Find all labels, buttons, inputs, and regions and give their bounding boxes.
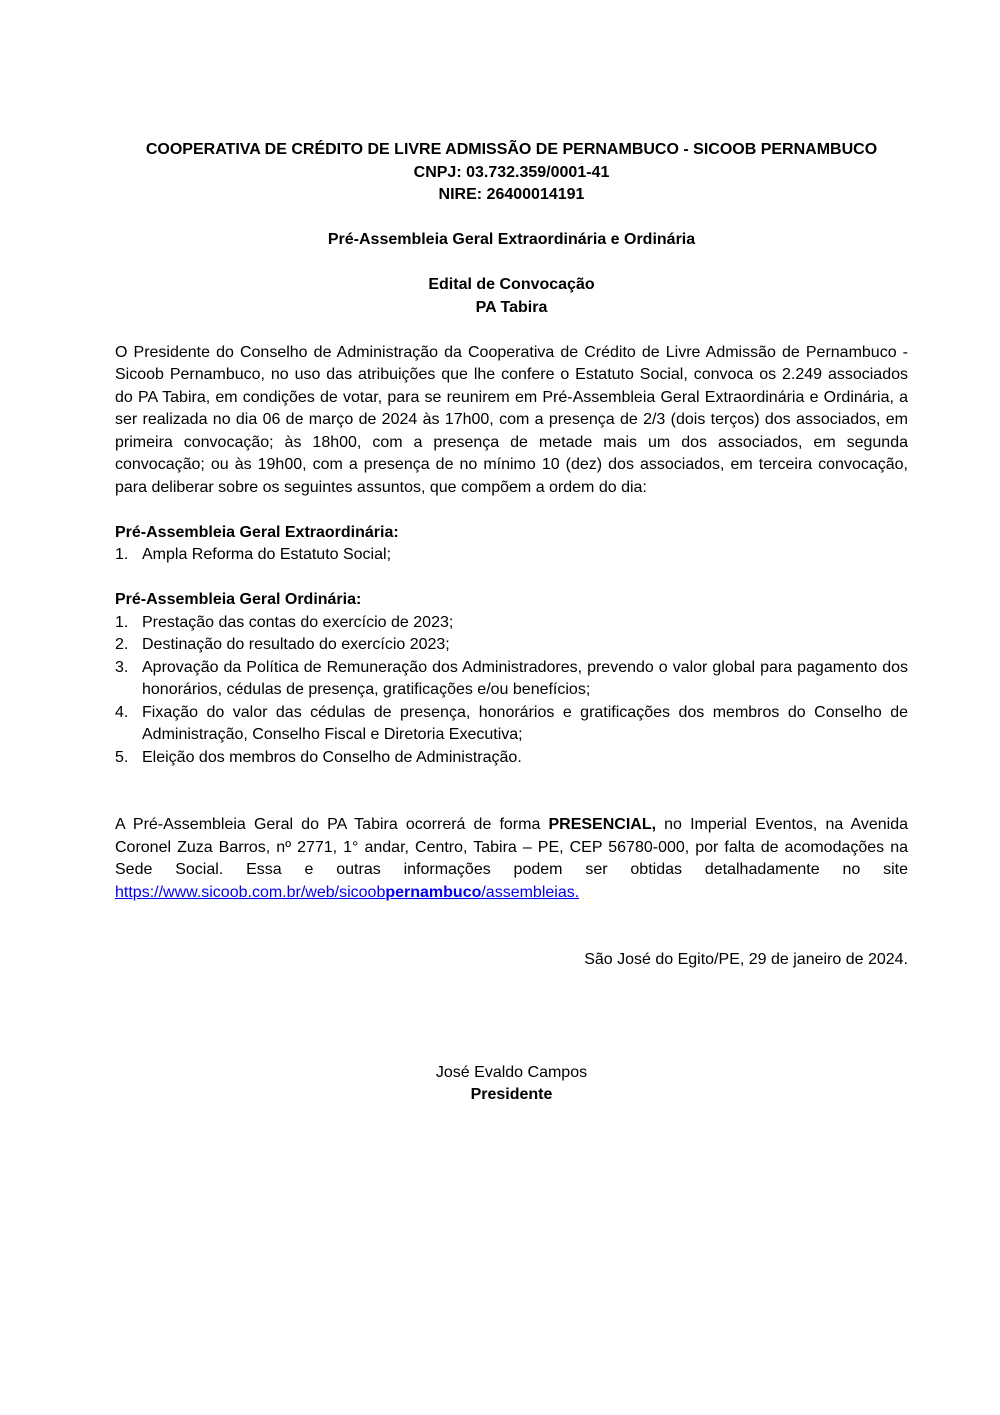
- edital-title: Edital de Convocação: [428, 276, 595, 293]
- link-prefix: https://www.sicoob.com.br/web/sicoob: [115, 883, 386, 901]
- list-item-number: 3.: [115, 658, 129, 676]
- intro-paragraph: O Presidente do Conselho de Administração da Cooperativa de Crédito de Livre Admissão de Pernambuco - Sicoob Pernambuco, no uso das atribuições que lhe confere o Estatuto Social, convoca os 2.249 associados do PA Tabira, em condições de votar, para se reunirem em Pré-Assembleia Geral Extraordinária e Ordinária, a ser realizada no dia 06 de março de 2024 às 17h00, com a presença de 2/3 (dois terços) dos associados, em primeira convocação; às 18h00, com a presença de metade mais um dos associados, em segunda convocação; ou às 19h00, com a presença de no mínimo 10 (dez) dos associados, em terceira convocação, para deliberar sobre os seguintes assuntos, que compõem a ordem do dia:: [115, 343, 908, 496]
- assembleias-link[interactable]: [115, 884, 579, 901]
- ordinaria-heading: Pré-Assembleia Geral Ordinária:: [115, 591, 362, 608]
- org-name: COOPERATIVA DE CRÉDITO DE LIVRE ADMISSÃO DE PERNAMBUCO - SICOOB PERNAMBUCO: [145, 141, 878, 158]
- extraordinaria-list: [115, 544, 908, 567]
- list-item-number: 1.: [115, 546, 129, 563]
- list-item-number: 1.: [115, 613, 129, 631]
- list-item: [115, 634, 908, 657]
- location-text-after-bold: no Imperial Eventos, na Avenida Coronel Zuza Barros, nº 2771, 1° andar, Centro, Tabira – PE, CEP 56780-000, por falta de acomodações na Sede Social. Essa e outras informações podem ser obtidas detalhadamente no site: [115, 816, 908, 878]
- list-item-text: Destinação do resultado do exercício 2023;: [142, 636, 450, 653]
- list-item-text: Aprovação da Política de Remuneração dos Administradores, prevendo o valor global para pagamento dos honorários, cédulas de presença, gratificações e/ou benefícios;: [142, 658, 908, 698]
- nire-line: NIRE: 26400014191: [438, 186, 585, 203]
- list-item-number: 5.: [115, 748, 129, 766]
- list-item: [115, 657, 908, 702]
- ordinaria-list: [115, 612, 908, 770]
- signature-block: [115, 1062, 908, 1107]
- location-text-before-bold: A Pré-Assembleia Geral do PA Tabira ocorrerá de forma: [115, 816, 549, 833]
- pa-title: PA Tabira: [475, 298, 548, 316]
- list-item-number: 2.: [115, 636, 129, 653]
- link-bold-segment: pernambuco: [385, 883, 482, 901]
- list-item-text: Ampla Reforma do Estatuto Social;: [142, 546, 392, 563]
- list-item: [115, 544, 908, 567]
- list-item: [115, 612, 908, 635]
- presencial-bold: PRESENCIAL,: [548, 816, 657, 833]
- link-suffix: /assembleias.: [481, 883, 580, 901]
- list-item-text: Fixação do valor das cédulas de presença, honorários e gratificações dos membros do Conselho de Administração, Conselho Fiscal e Diretoria Executiva;: [142, 703, 908, 743]
- dateline: São José do Egito/PE, 29 de janeiro de 2024.: [584, 951, 908, 968]
- meeting-title: Pré-Assembleia Geral Extraordinária e Ordinária: [327, 231, 696, 248]
- list-item-text: Eleição dos membros do Conselho de Administração.: [142, 748, 522, 766]
- signature-role: Presidente: [470, 1086, 553, 1103]
- cnpj-line: CNPJ: 03.732.359/0001-41: [413, 163, 610, 181]
- list-item: [115, 702, 908, 747]
- extraordinaria-heading: Pré-Assembleia Geral Extraordinária:: [115, 523, 399, 541]
- signature-name: José Evaldo Campos: [435, 1063, 588, 1081]
- list-item-number: 4.: [115, 703, 129, 721]
- location-paragraph: [115, 814, 908, 904]
- list-item: [115, 747, 908, 770]
- list-item-text: Prestação das contas do exercício de 2023;: [142, 613, 454, 631]
